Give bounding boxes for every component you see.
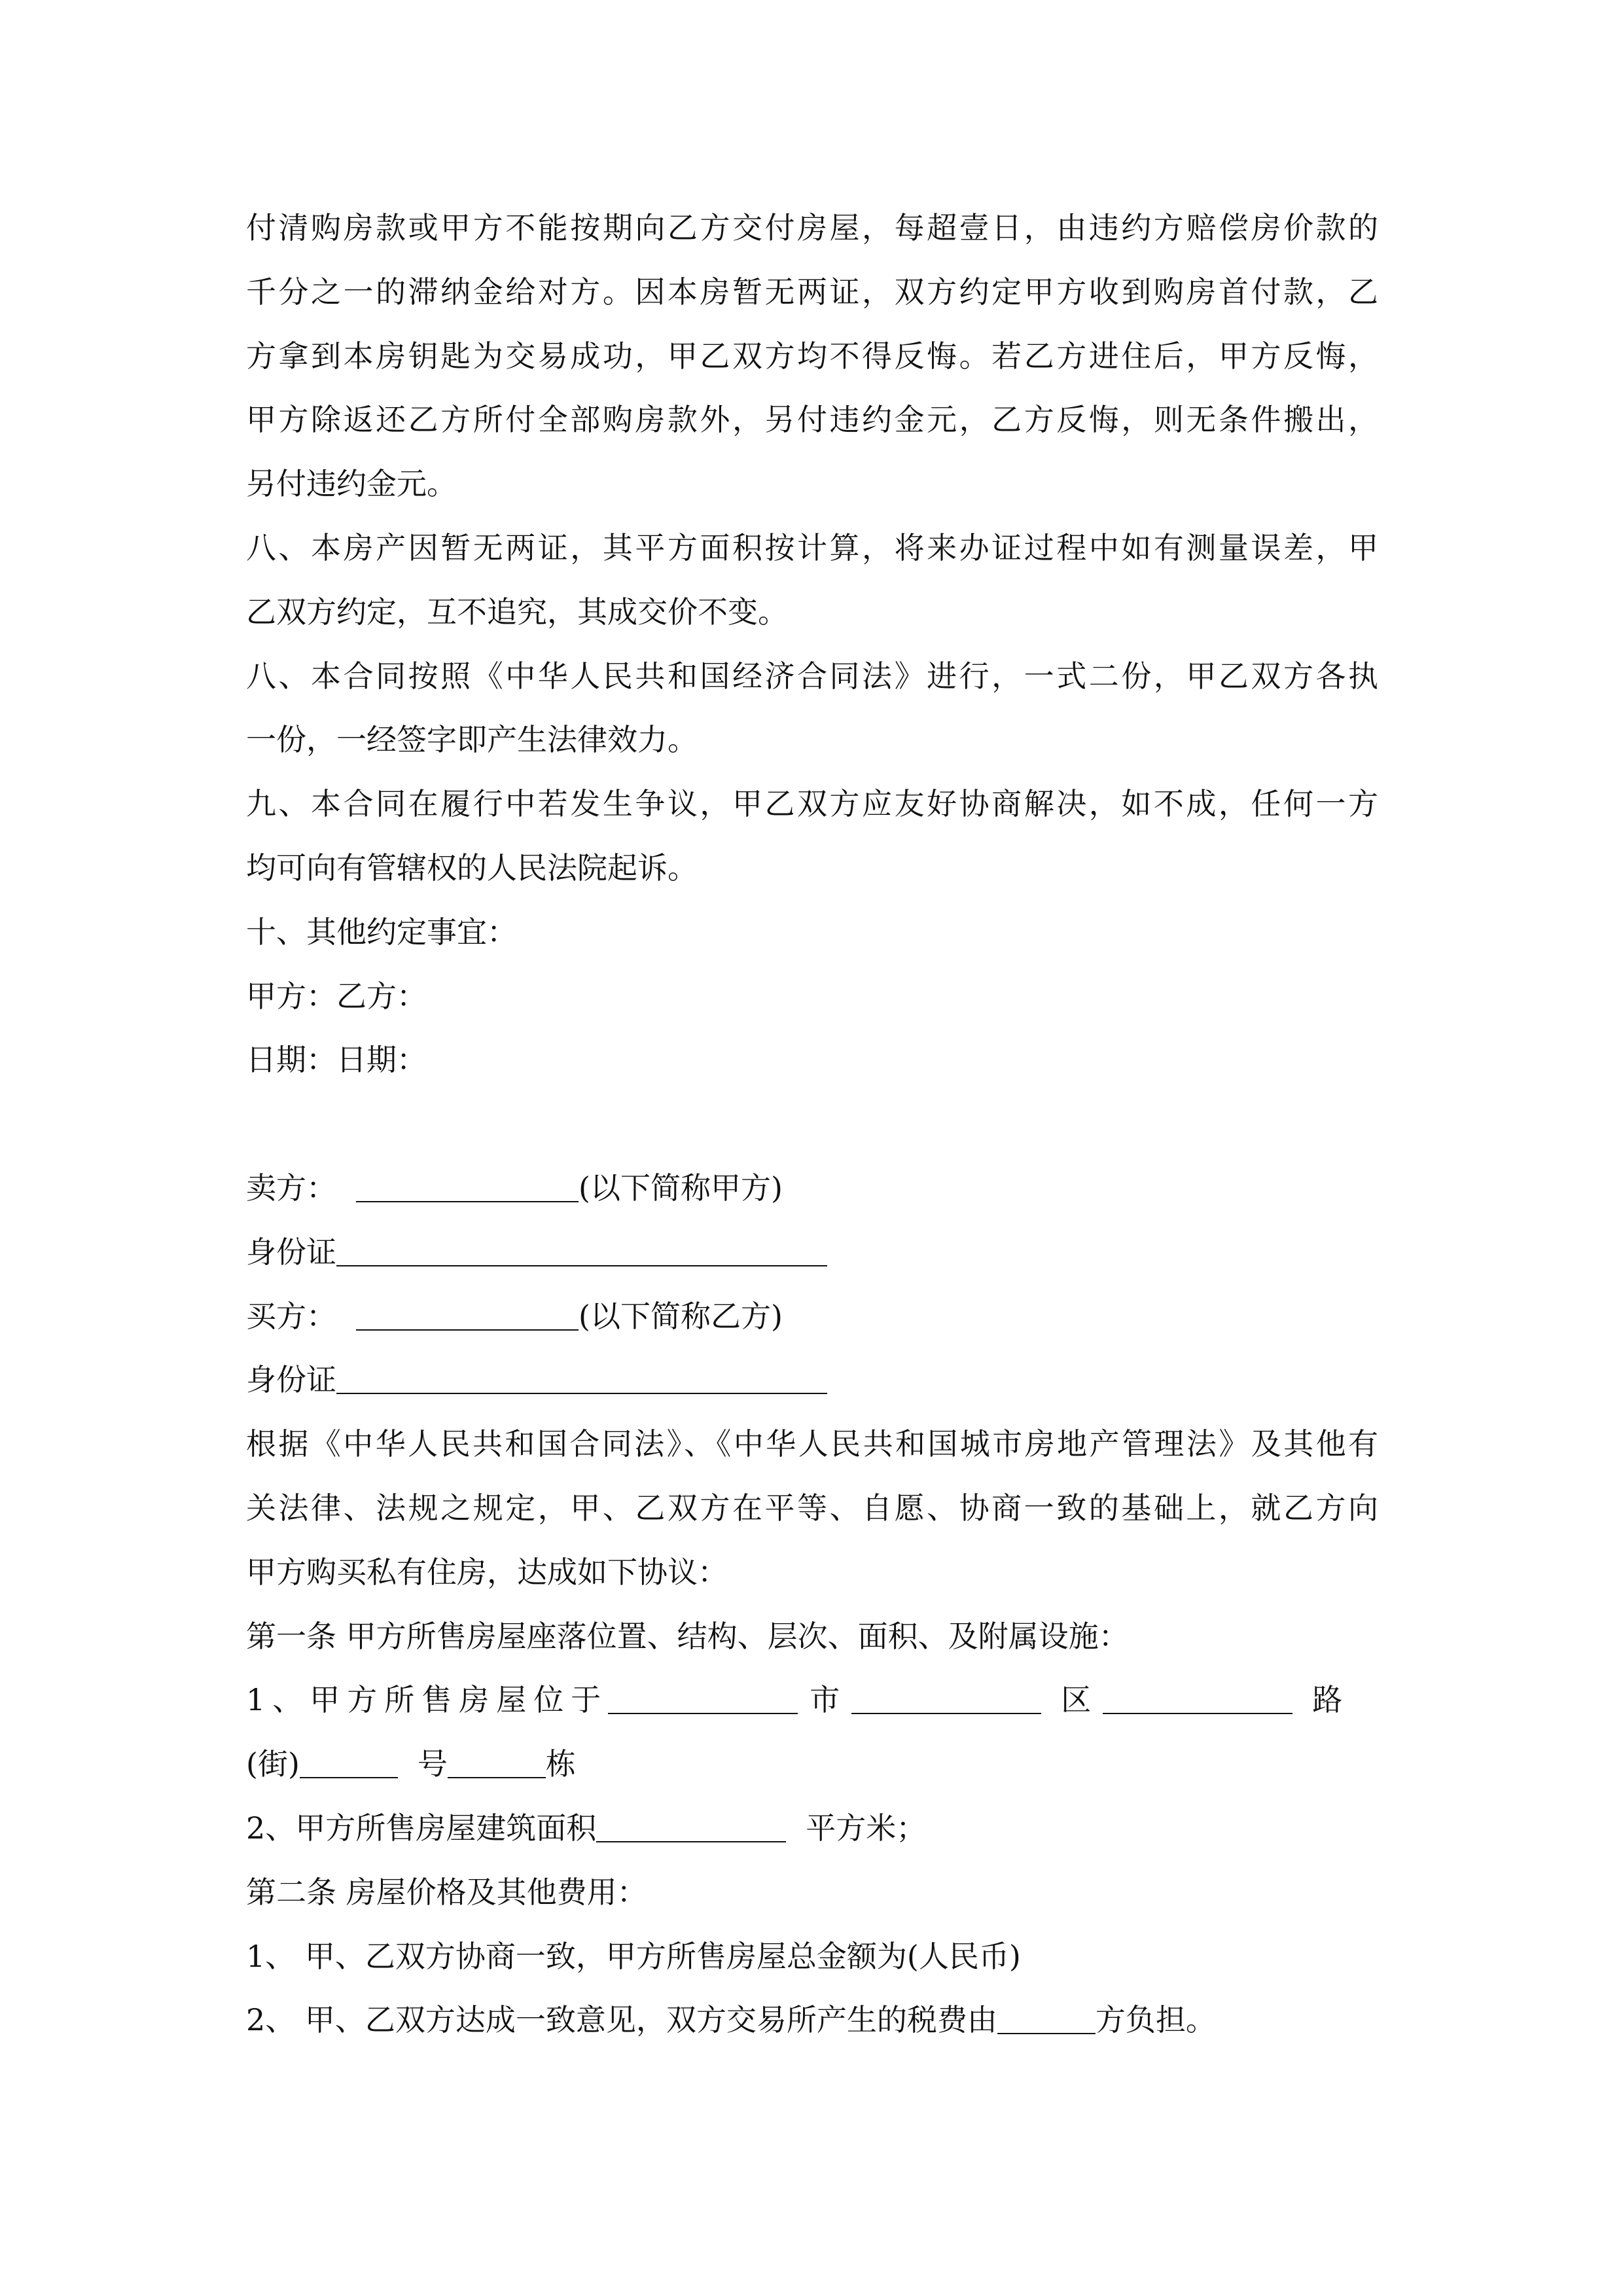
paragraph-line: 甲方除返还乙方所付全部购房款外，另付违约金元，乙方反悔，则无条件搬出，: [246, 402, 1378, 438]
paragraph-line: 另付违约金元。: [246, 466, 457, 502]
buyer-label: 买方：: [246, 1298, 336, 1334]
seller-label: 卖方：: [246, 1170, 336, 1206]
buyer-id-field[interactable]: [336, 1363, 827, 1394]
document-body: [246, 196, 1378, 2053]
preamble-line: 关法律、法规之规定，甲、乙双方在平等、自愿、协商一致的基础上，就乙方向: [246, 1490, 1378, 1526]
buyer-name-field[interactable]: [356, 1299, 579, 1331]
article-two-title: 第二条 房屋价格及其他费用：: [246, 1874, 647, 1910]
district-name-field[interactable]: [851, 1683, 1041, 1714]
clause-eight-area-line: 乙双方约定，互不追究，其成交价不变。: [246, 594, 788, 630]
paragraph-line: 付清购房款或甲方不能按期向乙方交付房屋，每超壹日，由违约方赔偿房价款的: [246, 210, 1378, 245]
seller-id-line: [246, 1221, 1378, 1285]
signature-parties-line: 甲方：乙方：: [246, 978, 427, 1014]
clause-ten-line: 十、其他约定事宜：: [246, 914, 517, 950]
number-label: 号: [417, 1746, 448, 1782]
paragraph-line: 千分之一的滞纳金给对方。因本房暂无两证，双方约定甲方收到购房首付款，乙: [246, 274, 1378, 310]
buyer-id-label: 身份证: [246, 1362, 336, 1398]
tax-prefix: 2、 甲、乙双方达成一致意见，双方交易所产生的税费由: [246, 2002, 997, 2038]
clause-eight-area-line: 八、本房产因暂无两证，其平方面积按计算，将来办证过程中如有测量误差，甲: [246, 529, 1378, 565]
clause-eight-contract-line: 一份，一经签字即产生法律效力。: [246, 722, 698, 758]
area-field[interactable]: [596, 1811, 786, 1842]
clause-nine-line: 九、本合同在履行中若发生争议，甲乙双方应友好协商解决，如不成，任何一方: [246, 786, 1378, 822]
road-label: 路: [1312, 1682, 1343, 1718]
seller-suffix: (以下简称甲方): [579, 1170, 783, 1206]
building-label: 栋: [545, 1746, 576, 1782]
signature-dates-line: 日期：日期：: [246, 1042, 427, 1078]
buyer-suffix: (以下简称乙方): [579, 1298, 783, 1334]
city-field[interactable]: [608, 1683, 798, 1714]
article-one-item-two: [246, 1797, 1378, 1861]
section-gap: [246, 1092, 1378, 1157]
clause-nine-line: 均可向有管辖权的人民法院起诉。: [246, 850, 698, 886]
paragraph-line: 方拿到本房钥匙为交易成功，甲乙双方均不得反悔。若乙方进住后，甲方反悔，: [246, 338, 1378, 374]
seller-id-label: 身份证: [246, 1234, 336, 1270]
seller-name-field[interactable]: [356, 1171, 579, 1202]
buyer-id-line: [246, 1348, 1378, 1412]
street-label: (街): [246, 1746, 300, 1782]
district-label: 区: [1061, 1682, 1092, 1718]
clause-eight-contract-line: 八、本合同按照《中华人民共和国经济合同法》进行，一式二份，甲乙双方各执: [246, 658, 1378, 694]
article-two-item-one: 1、 甲、乙双方协商一致，甲方所售房屋总金额为(人民币): [246, 1938, 1021, 1974]
house-number-field[interactable]: [300, 1747, 398, 1778]
tax-party-field[interactable]: [997, 2003, 1096, 2034]
building-field[interactable]: [448, 1747, 546, 1778]
article-one-item-one-cont: [246, 1732, 1378, 1797]
buyer-line: [246, 1285, 1378, 1349]
seller-line: [246, 1157, 1378, 1221]
preamble-line: 甲方购买私有住房，达成如下协议：: [246, 1554, 728, 1590]
area-unit: 平方米；: [806, 1810, 927, 1846]
location-prefix: 1、甲方所售房屋位于: [246, 1682, 609, 1718]
city-label: 市: [810, 1682, 840, 1718]
article-one-item-one: [246, 1668, 1378, 1732]
tax-suffix: 方负担。: [1095, 2002, 1216, 2038]
area-prefix: 2、甲方所售房屋建筑面积: [246, 1810, 597, 1846]
article-one-title: 第一条 甲方所售房屋座落位置、结构、层次、面积、及附属设施：: [246, 1618, 1129, 1654]
road-name-field[interactable]: [1103, 1683, 1293, 1714]
seller-id-field[interactable]: [336, 1235, 827, 1266]
article-two-item-two: [246, 1988, 1378, 2053]
preamble-line: 根据《中华人民共和国合同法》、《中华人民共和国城市房地产管理法》及其他有: [246, 1426, 1378, 1462]
